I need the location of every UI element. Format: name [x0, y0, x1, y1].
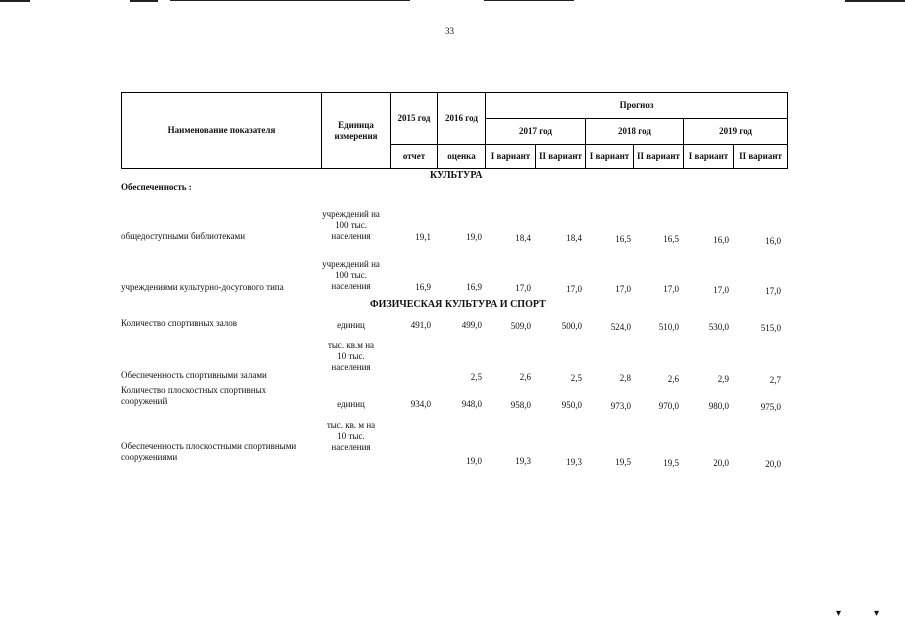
value-2017-v2: 18,4: [566, 233, 582, 243]
scan-speck: ▾: [836, 608, 842, 619]
value-2017-v1: 958,0: [510, 400, 531, 410]
value-2019-v1: 20,0: [713, 458, 729, 468]
value-2018-v2: 970,0: [658, 401, 679, 411]
value-2018-v1: 973,0: [610, 401, 631, 411]
row-unit: [306, 340, 396, 373]
unit-line: 10 тыс.: [337, 431, 365, 441]
value-2018-v1: 17,0: [615, 284, 631, 294]
row-unit: единиц: [337, 399, 365, 409]
value-2015: 934,0: [410, 399, 431, 409]
scan-artifact-line: [170, 0, 410, 1]
value-2019-v1: 2,9: [717, 374, 729, 384]
header-report: отчет: [391, 145, 438, 169]
row-unit: единиц: [337, 320, 365, 330]
value-2017-v1: 509,0: [510, 321, 531, 331]
row-label: учреждениями культурно-досугового типа: [121, 282, 284, 292]
row-label: Обеспеченность спортивными залами: [121, 370, 267, 380]
header-2015: 2015 год: [391, 93, 438, 145]
value-2017-v2: 500,0: [561, 321, 582, 331]
row-label: общедоступными библиотеками: [121, 231, 246, 241]
value-2019-v2: 17,0: [765, 286, 781, 296]
value-2018-v1: 19,5: [615, 457, 631, 467]
value-2019-v2: 16,0: [765, 236, 781, 246]
value-2018-v2: 2,6: [667, 374, 679, 384]
value-2018-v2: 17,0: [663, 284, 679, 294]
header-forecast: Прогноз: [486, 93, 788, 119]
scan-artifact-line: [845, 0, 905, 2]
page-number: 33: [445, 26, 454, 36]
value-2018-v2: 510,0: [658, 322, 679, 332]
value-2016: 16,9: [466, 282, 482, 292]
row-label: [121, 441, 326, 463]
value-2019-v1: 530,0: [708, 322, 729, 332]
value-2016: 19,0: [466, 456, 482, 466]
header-2019-v1: I вариант: [684, 145, 734, 169]
header-2016: 2016 год: [438, 93, 486, 145]
header-name: Наименование показателя: [122, 93, 322, 169]
value-2018-v2: 16,5: [663, 234, 679, 244]
section-culture: КУЛЬТУРА: [430, 170, 483, 181]
value-2019-v1: 16,0: [713, 235, 729, 245]
header-2018: 2018 год: [586, 119, 684, 145]
value-2015: 19,1: [415, 232, 431, 242]
header-2018-v1: I вариант: [586, 145, 634, 169]
value-2017-v1: 19,3: [515, 456, 531, 466]
value-2017-v1: 18,4: [515, 233, 531, 243]
header-2017-v2: II вариант: [536, 145, 586, 169]
value-2017-v2: 17,0: [566, 284, 582, 294]
unit-line: учреждений на: [322, 259, 380, 269]
unit-line: учреждений на: [322, 209, 380, 219]
scan-speck: ▾: [874, 608, 880, 619]
value-2019-v2: 975,0: [760, 402, 781, 412]
unit-line: населения: [331, 231, 371, 241]
unit-line: 100 тыс.: [335, 270, 367, 280]
value-2017-v2: 19,3: [566, 457, 582, 467]
unit-line: населения: [331, 281, 371, 291]
value-2019-v2: 20,0: [765, 459, 781, 469]
value-2019-v1: 980,0: [708, 401, 729, 411]
value-2019-v2: 2,7: [769, 375, 781, 385]
label-line: Количество плоскостных спортивных: [121, 385, 267, 395]
unit-line: населения: [331, 442, 371, 452]
header-table: [121, 92, 788, 169]
label-line: Обеспеченность плоскостными спортивными: [121, 441, 297, 451]
value-2018-v1: 16,5: [615, 234, 631, 244]
value-2016: 948,0: [461, 399, 482, 409]
scan-artifact-line: [130, 0, 158, 2]
header-2017: 2017 год: [486, 119, 586, 145]
header-2019-v2: II вариант: [734, 145, 788, 169]
unit-line: тыс. кв. м на: [326, 420, 376, 430]
value-2015: 491,0: [410, 320, 431, 330]
header-2017-v1: I вариант: [486, 145, 536, 169]
value-2019-v2: 515,0: [760, 323, 781, 333]
header-2018-v2: II вариант: [634, 145, 684, 169]
unit-line: 10 тыс.: [337, 351, 365, 361]
value-2018-v2: 19,5: [663, 458, 679, 468]
value-2019-v1: 17,0: [713, 285, 729, 295]
row-label: [121, 385, 321, 407]
scan-artifact-line: [484, 0, 574, 1]
value-2017-v1: 17,0: [515, 283, 531, 293]
unit-line: населения: [331, 362, 371, 372]
value-2018-v1: 2,8: [619, 373, 631, 383]
unit-line: 100 тыс.: [335, 220, 367, 230]
label-line: сооружениями: [121, 452, 178, 462]
value-2017-v2: 2,5: [570, 373, 582, 383]
value-2016: 499,0: [461, 320, 482, 330]
header-estimate: оценка: [438, 145, 486, 169]
header-2019: 2019 год: [684, 119, 788, 145]
scan-artifact-line: [0, 0, 30, 2]
header-unit: Единица измерения: [322, 93, 391, 169]
provision-label: Обеспеченность :: [121, 182, 192, 192]
unit-line: тыс. кв.м на: [327, 340, 375, 350]
value-2017-v2: 950,0: [561, 400, 582, 410]
label-line: сооружений: [121, 396, 168, 406]
section-sport: ФИЗИЧЕСКАЯ КУЛЬТУРА И СПОРТ: [370, 299, 546, 310]
value-2015: 16,9: [415, 282, 431, 292]
value-2017-v1: 2,6: [519, 372, 531, 382]
row-label: Количество спортивных залов: [121, 318, 238, 328]
value-2016: 2,5: [470, 372, 482, 382]
value-2016: 19,0: [466, 232, 482, 242]
value-2018-v1: 524,0: [610, 322, 631, 332]
